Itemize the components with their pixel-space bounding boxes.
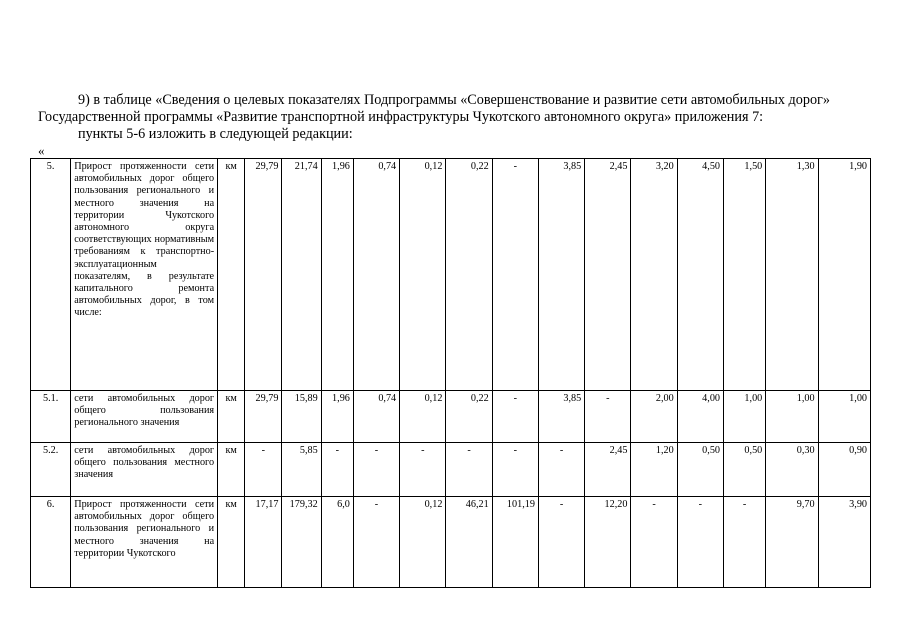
indicator-name: [71, 497, 218, 588]
value-cell: 2,45: [585, 443, 631, 497]
value-cell: 17,17: [245, 497, 282, 588]
value-cell: 0,22: [446, 159, 492, 391]
unit-cell: км: [218, 497, 245, 588]
table-row: [31, 497, 871, 588]
value-cell: 29,79: [245, 159, 282, 391]
value-cell: -: [321, 443, 353, 497]
value-cell: -: [492, 443, 538, 497]
intro-text: 9) в таблице «Сведения о целевых показателях Подпрограммы «Совершенствование и развитие сети автомобильных дорог» Государственной программы «Развитие транспортной инфраструктуры Чукотского автономного округа» приложения 7:: [38, 92, 830, 125]
value-cell: 29,79: [245, 391, 282, 443]
row-number: 5.: [31, 159, 71, 391]
row-number: 5.2.: [31, 443, 71, 497]
value-cell: 3,85: [538, 391, 584, 443]
value-cell: -: [677, 497, 723, 588]
value-cell: 4,50: [677, 159, 723, 391]
value-cell: -: [631, 497, 677, 588]
value-cell: 0,12: [400, 497, 446, 588]
value-cell: -: [492, 391, 538, 443]
value-cell: 4,00: [677, 391, 723, 443]
intro-instruction: пункты 5-6 изложить в следующей редакции:: [78, 126, 353, 142]
value-cell: 0,90: [818, 443, 870, 497]
value-cell: 0,50: [724, 443, 766, 497]
value-cell: -: [492, 159, 538, 391]
value-cell: 46,21: [446, 497, 492, 588]
value-cell: 6,0: [321, 497, 353, 588]
value-cell: 1,30: [766, 159, 818, 391]
value-cell: 0,74: [353, 159, 399, 391]
value-cell: -: [245, 443, 282, 497]
value-cell: 21,74: [282, 159, 321, 391]
row-number: 5.1.: [31, 391, 71, 443]
value-cell: -: [400, 443, 446, 497]
unit-cell: км: [218, 443, 245, 497]
value-cell: 1,90: [818, 159, 870, 391]
value-cell: 1,00: [818, 391, 870, 443]
value-cell: 12,20: [585, 497, 631, 588]
opening-quote: «: [38, 143, 45, 158]
value-cell: 1,20: [631, 443, 677, 497]
value-cell: 1,96: [321, 159, 353, 391]
unit-cell: км: [218, 159, 245, 391]
targets-table: [30, 158, 871, 588]
unit-cell: км: [218, 391, 245, 443]
table-row: [31, 443, 871, 497]
value-cell: 101,19: [492, 497, 538, 588]
value-cell: 0,22: [446, 391, 492, 443]
indicator-name: сети автомобильных дорог общего пользования местного значения: [71, 443, 218, 497]
indicator-name: Прирост протяженности сети автомобильных дорог общего пользования регионального и местного значения на территории Чукотского автономного округа соответствующих нормативным требованиям к транспортно-эксплуатационным показателям, в результате капитального ремонта автомобильных дорог, в том числе:: [71, 159, 218, 391]
row-number: 6.: [31, 497, 71, 588]
value-cell: 5,85: [282, 443, 321, 497]
value-cell: -: [585, 391, 631, 443]
value-cell: 0,12: [400, 159, 446, 391]
value-cell: 3,85: [538, 159, 584, 391]
value-cell: 0,74: [353, 391, 399, 443]
indicator-name: сети автомобильных дорог общего пользования регионального значения: [71, 391, 218, 443]
value-cell: 1,50: [724, 159, 766, 391]
intro-paragraph: [38, 92, 868, 143]
value-cell: -: [538, 497, 584, 588]
value-cell: 1,96: [321, 391, 353, 443]
value-cell: -: [353, 497, 399, 588]
value-cell: 2,45: [585, 159, 631, 391]
value-cell: 3,20: [631, 159, 677, 391]
table-row: [31, 159, 871, 391]
value-cell: 2,00: [631, 391, 677, 443]
value-cell: 1,00: [766, 391, 818, 443]
value-cell: 3,90: [818, 497, 870, 588]
table-row: [31, 391, 871, 443]
value-cell: 0,30: [766, 443, 818, 497]
value-cell: -: [538, 443, 584, 497]
value-cell: 9,70: [766, 497, 818, 588]
value-cell: 1,00: [724, 391, 766, 443]
value-cell: -: [353, 443, 399, 497]
value-cell: 179,32: [282, 497, 321, 588]
value-cell: -: [446, 443, 492, 497]
value-cell: 0,12: [400, 391, 446, 443]
value-cell: 0,50: [677, 443, 723, 497]
table-body: [31, 159, 871, 588]
value-cell: -: [724, 497, 766, 588]
value-cell: 15,89: [282, 391, 321, 443]
indicator-name-text: Прирост протяженности сети автомобильных дорог общего пользования регионального и местного значения на территории Чукотского: [74, 499, 215, 559]
